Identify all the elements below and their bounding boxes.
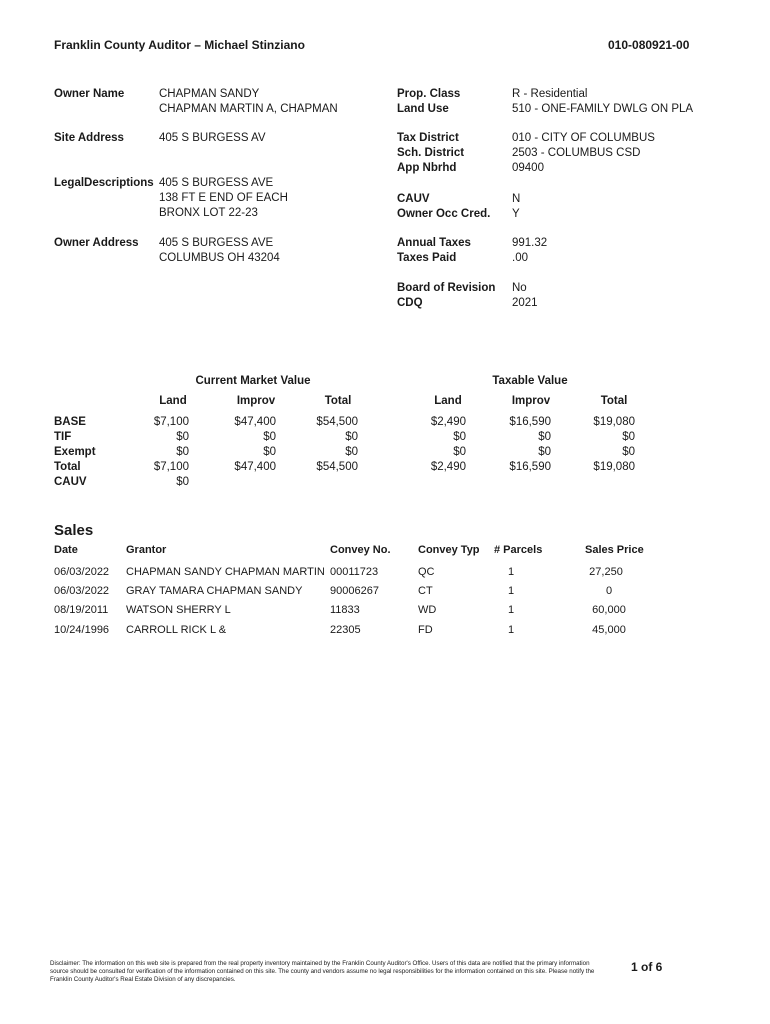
sales-header-row: [0, 543, 770, 559]
page-number: 1 of 6: [631, 960, 663, 974]
current-improv-values: $47,400 $0 $0 $47,400: [234, 416, 276, 473]
site-address-value: 405 S BURGESS AV: [159, 132, 266, 144]
current-market-value-title: Current Market Value: [195, 375, 311, 387]
site-address-label: Site Address: [54, 132, 124, 144]
tax-district-values: 010 - CITY OF COLUMBUS 2503 - COLUMBUS CSD 09400: [512, 132, 655, 174]
legal-descriptions-label: LegalDescriptions: [54, 177, 154, 189]
current-improv-header: Improv: [236, 395, 276, 407]
sales-title: Sales: [54, 522, 94, 539]
convey-no-header: Convey No.: [330, 544, 391, 556]
convey-typ-header: Convey Typ: [418, 544, 480, 556]
tax-district-labels: Tax District Sch. District App Nbrhd: [397, 132, 465, 174]
parcel-id: 010-080921-00: [608, 38, 690, 52]
current-total-header: Total: [324, 395, 352, 407]
parcels-header: # Parcels: [494, 544, 543, 556]
taxes-labels: Annual Taxes Taxes Paid: [397, 237, 471, 264]
disclaimer-text: Disclaimer: The information on this web site is prepared from the real property inventory maintained by the Franklin County Auditor's Office. Users of this data are notified that the primary information source should be consulted for verification of the information contained on this site. The county and vendors assume no legal responsibilities for the information contained on this site. Please notify the Franklin County Auditor's Real Estate Division of any discrepancies.: [50, 960, 595, 983]
taxable-improv-header: Improv: [511, 395, 551, 407]
owner-address-value: 405 S BURGESS AVE COLUMBUS OH 43204: [159, 237, 280, 264]
owner-address-label: Owner Address: [54, 237, 139, 249]
prop-class-values: R - Residential 510 - ONE-FAMILY DWLG ON PLA: [512, 88, 694, 115]
taxable-total-values: $19,080 $0 $0 $19,080: [593, 416, 635, 473]
taxable-value-title: Taxable Value: [492, 375, 568, 387]
sales-row: 08/19/2011 WATSON SHERRY L 11833 WD 1 60,000: [54, 604, 626, 616]
legal-descriptions-value: 405 S BURGESS AVE 138 FT E END OF EACH BRONX LOT 22-23: [159, 177, 288, 219]
valuation-row-labels: BASE TIF Exempt Total CAUV: [54, 416, 96, 488]
owner-name-label: Owner Name: [54, 88, 125, 100]
taxable-land-values: $2,490 $0 $0 $2,490: [430, 416, 466, 473]
sales-price-header: Sales Price: [585, 544, 644, 556]
sales-row: 06/03/2022 GRAY TAMARA CHAPMAN SANDY 90006267 CT 1 0: [54, 585, 613, 597]
grantor-header: Grantor: [126, 544, 167, 556]
current-total-values: $54,500 $0 $0 $54,500: [316, 416, 358, 473]
cauv-labels: CAUV Owner Occ Cred.: [397, 193, 491, 220]
sales-row: 06/03/2022 CHAPMAN SANDY CHAPMAN MARTIN 00011723 QC 1 27,250: [54, 566, 623, 578]
current-land-header: Land: [159, 395, 187, 407]
current-land-values: $7,100 $0 $0 $7,100 $0: [153, 416, 189, 488]
taxable-improv-values: $16,590 $0 $0 $16,590: [509, 416, 551, 473]
prop-class-labels: Prop. Class Land Use: [397, 88, 461, 115]
cauv-values: N Y: [512, 193, 521, 220]
board-of-revision-values: No 2021: [512, 282, 538, 309]
sales-row: 10/24/1996 CARROLL RICK L & 22305 FD 1 45,000: [54, 624, 626, 636]
date-header: Date: [54, 544, 78, 556]
taxable-land-header: Land: [434, 395, 462, 407]
taxable-total-header: Total: [600, 395, 628, 407]
report-title: Franklin County Auditor – Michael Stinziano: [54, 38, 305, 52]
board-of-revision-labels: Board of Revision CDQ: [397, 282, 496, 309]
taxes-values: 991.32 .00: [512, 237, 548, 264]
owner-name-value: CHAPMAN SANDY CHAPMAN MARTIN A, CHAPMAN: [159, 88, 338, 115]
